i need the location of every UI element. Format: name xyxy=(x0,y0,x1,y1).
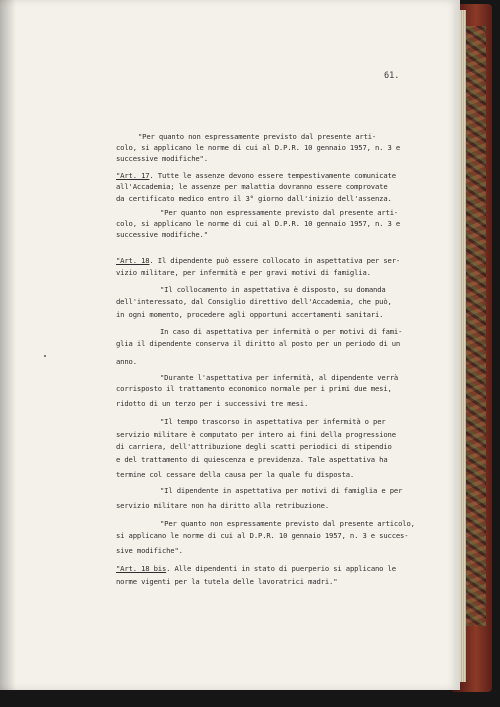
text-line: di carriera, dell'attribuzione degli scatti periodici di stipendio xyxy=(116,442,392,451)
text-line: successive modifiche." xyxy=(116,230,208,239)
text-line: "Per quanto non espressamente previsto dal presente articolo, xyxy=(160,519,415,528)
text-line: "Il collocamento in aspettativa è disposto, su domanda xyxy=(160,285,386,294)
text-line: norme vigenti per la tutela delle lavoratrici madri." xyxy=(116,577,338,586)
text-line: corrisposto il trattamento economico normale per i primi due mesi, xyxy=(116,384,392,393)
text-line: vizio militare, per infermità e per gravi motivi di famiglia. xyxy=(116,268,371,277)
text-line: "Il dipendente in aspettativa per motivi di famiglia e per xyxy=(160,486,403,495)
text-line: servizio militare non ha diritto alla retribuzione. xyxy=(116,501,330,510)
text-line: colo, si applicano le norme di cui al D.P.R. 10 gennaio 1957, n. 3 e xyxy=(116,143,401,152)
text-line: dell'interessato, dal Consiglio direttivo dell'Accademia, che può, xyxy=(116,297,392,306)
text-line: anno. xyxy=(116,357,137,366)
text-line: colo, si applicano le norme di cui al D.P.R. 10 gennaio 1957, n. 3 e xyxy=(116,219,401,228)
margin-dot xyxy=(44,355,46,357)
binding-gutter xyxy=(0,0,16,690)
text-line: da certificato medico entro il 3° giorno dall'inizio dell'assenza. xyxy=(116,194,392,203)
text-line: "Durante l'aspettativa per infermità, al dipendente verrà xyxy=(160,373,399,382)
marbled-edge xyxy=(466,26,486,626)
text-line: "Per quanto non espressamente previsto dal presente arti- xyxy=(138,132,377,141)
text-line: all'Accademia; le assenze per malattia dovranno essere comprovate xyxy=(116,182,388,191)
text-line: in ogni momento, procedere agli opportuni accertamenti sanitari. xyxy=(116,310,384,319)
text-line: In caso di aspettativa per infermità o per motivi di fami- xyxy=(160,327,403,336)
text-line: si applicano le norme di cui al D.P.R. 10 gennaio 1957, n. 3 e succes- xyxy=(116,531,409,540)
text-line: ridotto di un terzo per i successivi tre mesi. xyxy=(116,399,309,408)
text-line: sive modifiche". xyxy=(116,546,183,555)
text-line: "Il tempo trascorso in aspettativa per infermità o per xyxy=(160,417,386,426)
text-line: termine col cessare della causa per la quale fu disposta. xyxy=(116,470,355,479)
text-line: servizio militare è computato per intero ai fini della progressione xyxy=(116,430,396,439)
text-line: successive modifiche". xyxy=(116,154,208,163)
article-18-bis-heading: "Art. 18 bis. Alle dipendenti in stato di puerperio si applicano le xyxy=(116,564,396,573)
text-line: "Per quanto non espressamente previsto dal presente arti- xyxy=(160,208,399,217)
article-17-heading: "Art. 17. Tutte le assenze devono essere tempestivamente comunicate xyxy=(116,171,396,180)
text-line: e del trattamento di quiescenza e previdenza. Tale aspettativa ha xyxy=(116,455,388,464)
page-number: 61. xyxy=(384,71,400,81)
text-line: glia il dipendente conserva il diritto al posto per un periodo di un xyxy=(116,339,401,348)
article-18-heading: "Art. 18. Il dipendente può essere collocato in aspettativa per ser- xyxy=(116,256,401,265)
